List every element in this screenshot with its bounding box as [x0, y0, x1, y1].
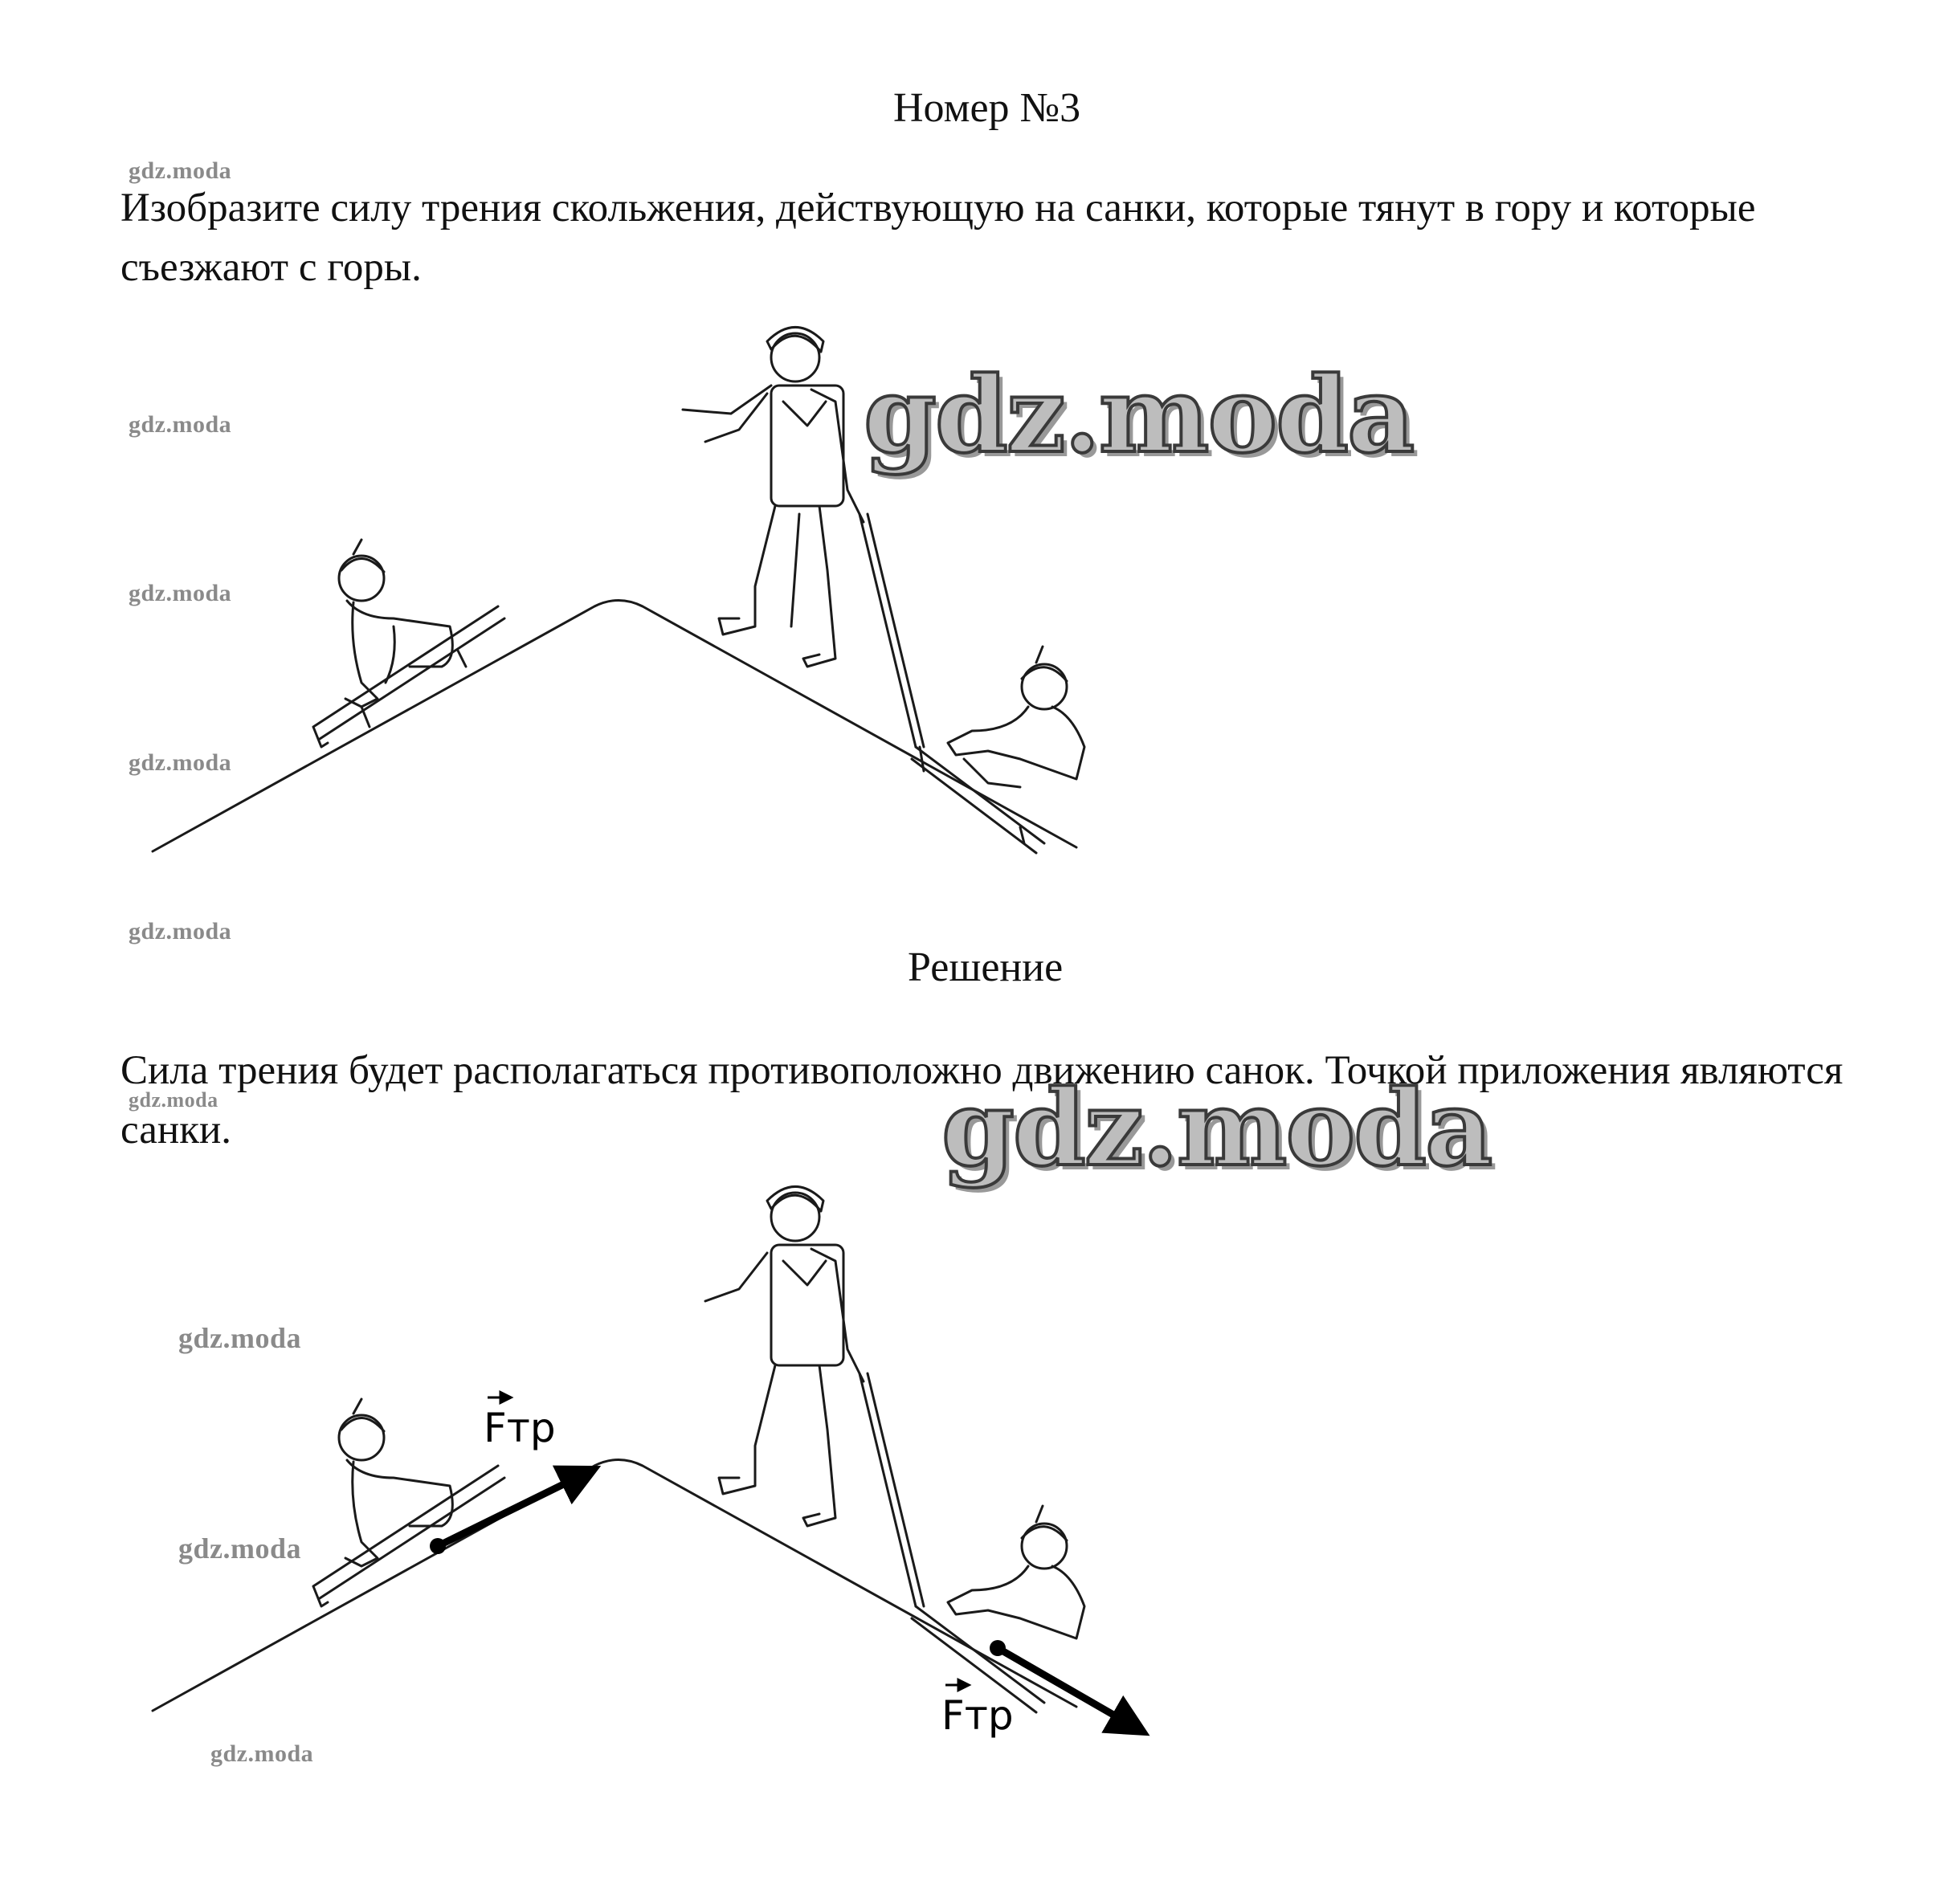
watermark: gdz.moda — [210, 1740, 314, 1767]
watermark-large: gdz.moda — [864, 353, 1414, 476]
sledding-figure-solution — [120, 1149, 1173, 1807]
watermark: gdz.moda — [129, 918, 232, 945]
watermark: gdz.moda — [129, 1088, 218, 1112]
watermark: gdz.moda — [178, 1532, 302, 1565]
problem-title: Номер №3 — [893, 85, 1081, 131]
solution-title: Решение — [908, 945, 1064, 990]
man-illustration — [705, 1187, 924, 1607]
sled-right-illustration — [912, 647, 1084, 853]
hill-outline — [153, 601, 1076, 852]
hill-outline — [153, 1460, 1076, 1712]
force-label-right-text: Fтр — [941, 1692, 1014, 1739]
watermark: gdz.moda — [129, 580, 232, 606]
force-label-right — [941, 1685, 1014, 1739]
force-label-left — [484, 1397, 556, 1451]
sled-left-illustration — [313, 540, 504, 747]
sled-left-illustration — [313, 1399, 504, 1606]
watermark: gdz.moda — [129, 411, 232, 438]
problem-text: Изобразите силу трения скольжения, действующую на санки, которые тянут в гору и которые съезжают с горы. — [120, 186, 1756, 290]
watermark: gdz.moda — [178, 1322, 302, 1354]
friction-arrow-left — [430, 1474, 585, 1554]
watermark: gdz.moda — [129, 157, 232, 184]
force-label-left-text: Fтр — [484, 1405, 556, 1451]
solution-text: Сила трения будет располагаться противоположно движению санок. Точкой приложения являются санки. — [120, 1048, 1844, 1153]
watermark: gdz.moda — [129, 749, 232, 776]
watermark-large: gdz.moda — [941, 1067, 1492, 1189]
